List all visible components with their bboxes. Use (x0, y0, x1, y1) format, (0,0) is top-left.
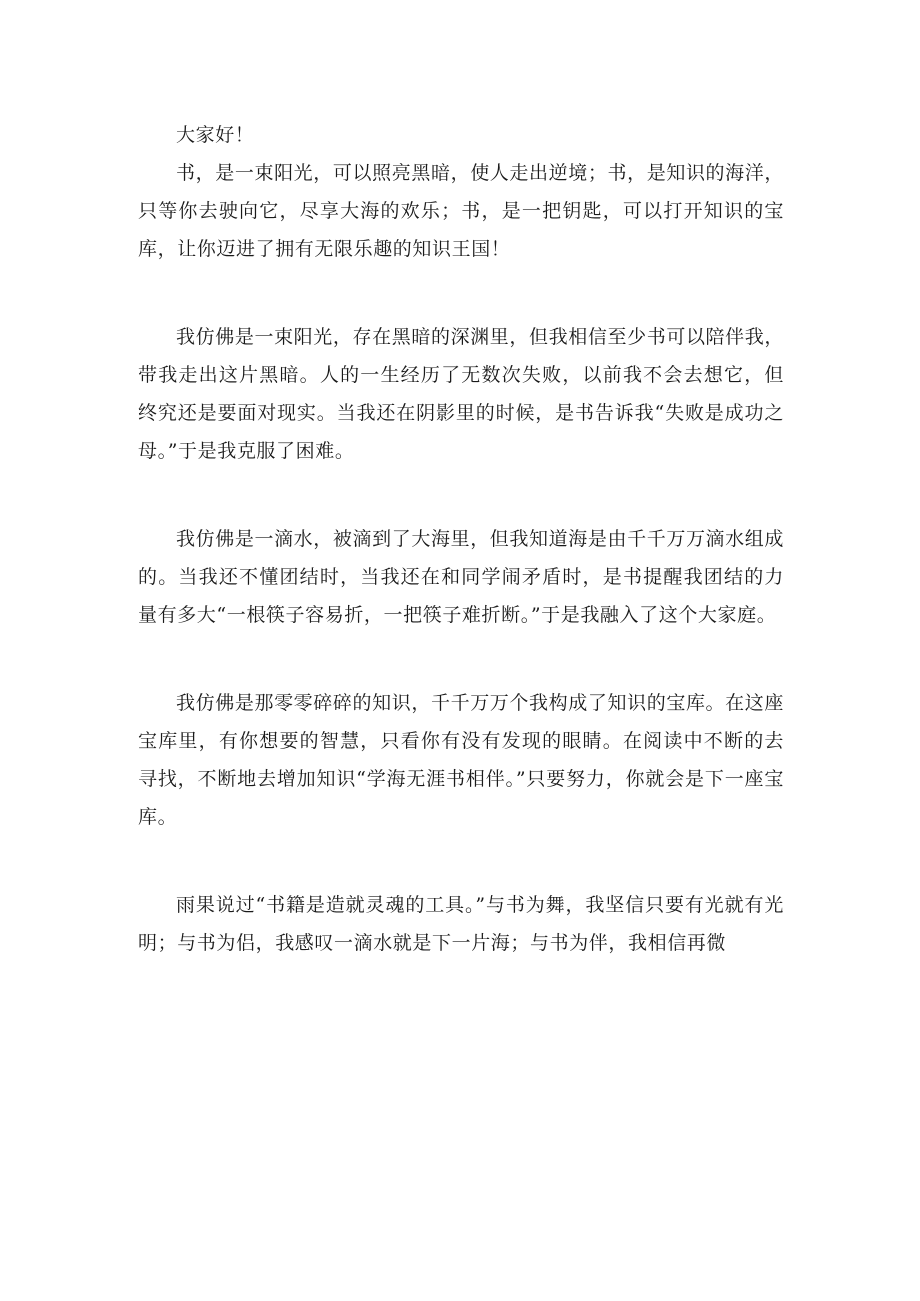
document-body (138, 116, 784, 962)
greeting: 大家好！ (176, 124, 255, 146)
paragraph-2: 我仿佛是一束阳光，存在黑暗的深渊里，但我相信至少书可以陪伴我，带我走出这片黑暗。人的一生经历了无数次失败，以前我不会去想它，但终究还是要面对现实。当我还在阴影里的时候，是书告诉我“失败是成功之母。”于是我克服了困难。 (138, 326, 784, 462)
paragraph-4: 我仿佛是那零零碎碎的知识，千千万万个我构成了知识的宝库。在这座宝库里，有你想要的智慧，只看你有没有发现的眼睛。在阅读中不断的去寻找，不断地去增加知识“学海无涯书相伴。”只要努力，你就会是下一座宝库。 (138, 692, 784, 828)
paragraph-5: 雨果说过“书籍是造就灵魂的工具。”与书为舞，我坚信只要有光就有光明；与书为侣，我感叹一滴水就是下一片海；与书为伴，我相信再微 (138, 894, 784, 954)
paragraph-1: 书，是一束阳光，可以照亮黑暗，使人走出逆境；书，是知识的海洋，只等你去驶向它，尽享大海的欢乐；书，是一把钥匙，可以打开知识的宝库，让你迈进了拥有无限乐趣的知识王国！ (138, 162, 784, 260)
paragraph-3: 我仿佛是一滴水，被滴到了大海里，但我知道海是由千千万万滴水组成的。当我还不懂团结时，当我还在和同学闹矛盾时，是书提醒我团结的力量有多大“一根筷子容易折，一把筷子难折断。”于是我融入了这个大家庭。 (138, 528, 784, 626)
